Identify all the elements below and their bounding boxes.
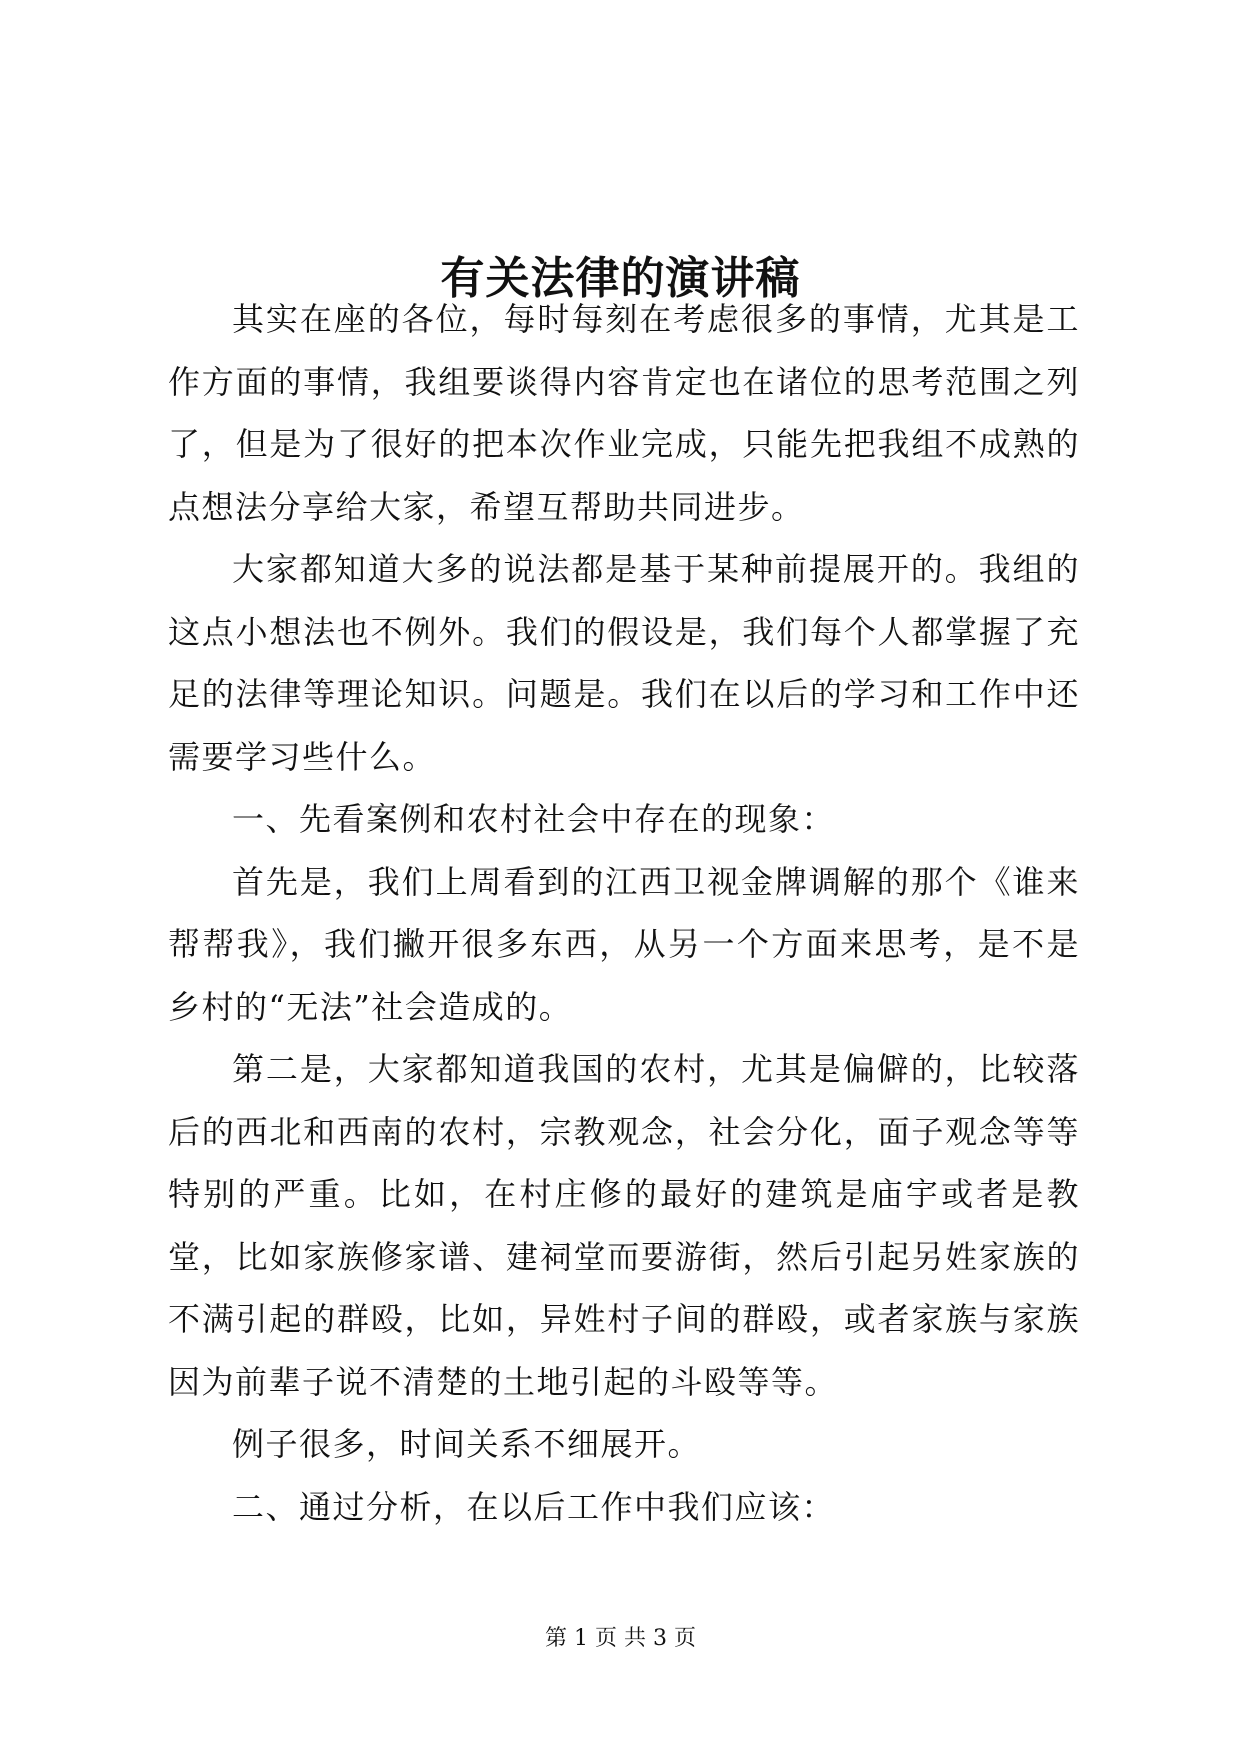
paragraph: 大家都知道大多的说法都是基于某种前提展开的。我组的这点小想法也不例外。我们的假设是，我们每个人都掌握了充足的法律等理论知识。问题是。我们在以后的学习和工作中还需要学习些什么。 xyxy=(168,550,1080,776)
paragraph: 其实在座的各位，每时每刻在考虑很多的事情，尤其是工作方面的事情，我组要谈得内容肯定也在诸位的思考范围之列了，但是为了很好的把本次作业完成，只能先把我组不成熟的点想法分享给大家，希望互帮助共同进步。 xyxy=(168,300,1080,526)
section-heading: 一、先看案例和农村社会中存在的现象： xyxy=(232,800,836,838)
document-body xyxy=(168,288,1080,1538)
paragraph: 首先是，我们上周看到的江西卫视金牌调解的那个《谁来帮帮我》，我们撇开很多东西，从另一个方面来思考，是不是乡村的“无法”社会造成的。 xyxy=(168,862,1080,1026)
paragraph: 第二是，大家都知道我国的农村，尤其是偏僻的，比较落后的西北和西南的农村，宗教观念，社会分化，面子观念等等特别的严重。比如，在村庄修的最好的建筑是庙宇或者是教堂，比如家族修家谱、建祠堂而要游街，然后引起另姓家族的不满引起的群殴，比如，异姓村子间的群殴，或者家族与家族因为前辈子说不清楚的土地引起的斗殴等等。 xyxy=(168,1050,1080,1401)
page-number-footer: 第 1 页 共 3 页 xyxy=(545,1626,696,1651)
document-title: 有关法律的演讲稿 xyxy=(440,253,801,305)
section-heading: 二、通过分析，在以后工作中我们应该： xyxy=(232,1487,836,1526)
paragraph: 例子很多，时间关系不细展开。 xyxy=(232,1425,702,1463)
